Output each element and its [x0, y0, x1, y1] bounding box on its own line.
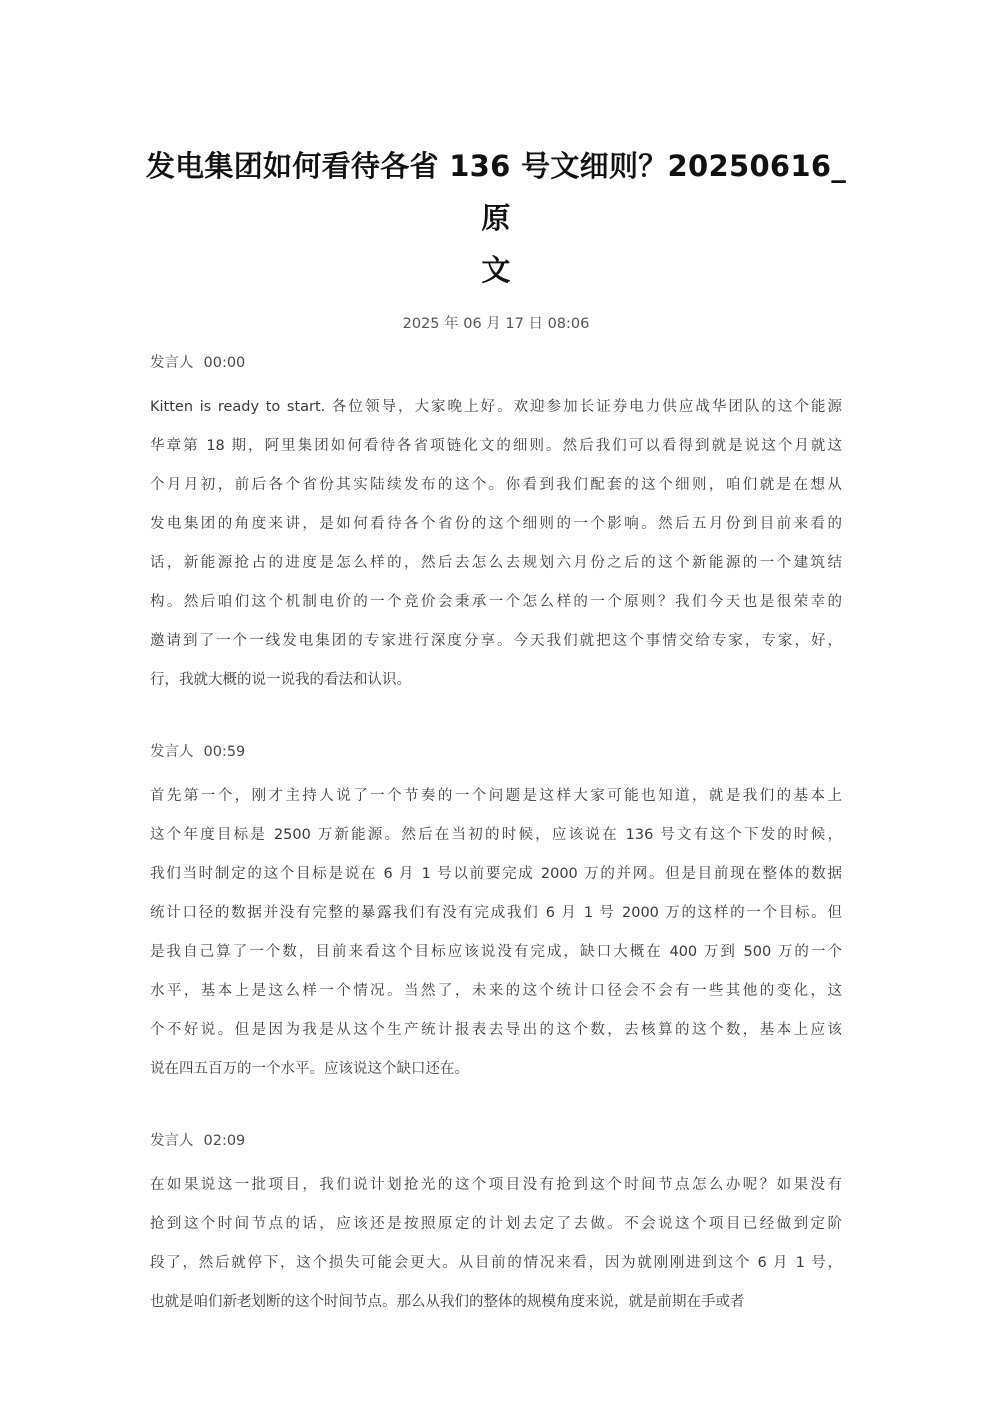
- document-title-line-1: 发电集团如何看待各省 136 号文细则？20250616_原: [145, 149, 847, 235]
- paragraph-line: 个月月初，前后各个省份其实陆续发布的这个。你看到我们配套的这个细则，咱们就是在想从: [150, 477, 842, 493]
- document-title-line-2: 文: [481, 253, 511, 287]
- paragraph-line: 是我自己算了一个数，目前来看这个目标应该说没有完成，缺口大概在 400 万到 500 万的一个: [150, 944, 842, 960]
- paragraph-line: 在如果说这一批项目，我们说计划抢光的这个项目没有抢到这个时间节点怎么办呢？如果没有: [150, 1177, 842, 1193]
- transcript-segments: [150, 349, 842, 1322]
- paragraph-line: 这个年度目标是 2500 万新能源。然后在当初的时候，应该说在 136 号文有这个下发的时候，: [150, 827, 842, 843]
- speaker-name: 发言人: [150, 1133, 194, 1149]
- speaker-timestamp: 02:09: [203, 1133, 246, 1149]
- paragraph-line: 首先第一个，刚才主持人说了一个节奏的一个问题是这样大家可能也知道，就是我们的基本上: [150, 788, 842, 804]
- paragraph-line: 构。然后咱们这个机制电价的一个竞价会秉承一个怎么样的一个原则？我们今天也是很荣幸的: [150, 594, 842, 610]
- paragraph-line: 个不好说。但是因为我是从这个生产统计报表去导出的这个数，去核算的这个数，基本上应该: [150, 1022, 842, 1038]
- speaker-header: [150, 1127, 842, 1155]
- paragraph-line: 我们当时制定的这个目标是说在 6 月 1 号以前要完成 2000 万的并网。但是目前现在整体的数据: [150, 866, 842, 882]
- paragraph-line: 邀请到了一个一线发电集团的专家进行深度分享。今天我们就把这个事情交给专家，专家，好，: [150, 633, 842, 649]
- transcript-paragraph: [150, 1166, 842, 1322]
- speaker-timestamp: 00:00: [203, 355, 246, 371]
- paragraph-line: 说在四五百万的一个水平。应该说这个缺口还在。: [150, 1061, 469, 1077]
- paragraph-line: 发电集团的角度来讲，是如何看待各个省份的这个细则的一个影响。然后五月份到目前来看的: [150, 516, 842, 532]
- document-title: [136, 140, 856, 296]
- paragraph-line: 段了，然后就停下，这个损失可能会更大。从目前的情况来看，因为就刚刚进到这个 6 月 1 号，: [150, 1255, 842, 1271]
- document-date: 2025 年 06 月 17 日 08:06: [402, 316, 590, 332]
- transcript-paragraph: [150, 388, 842, 700]
- paragraph-line: 行，我就大概的说一说我的看法和认识。: [150, 672, 411, 688]
- paragraph-line: 统计口径的数据并没有完整的暴露我们有没有完成我们 6 月 1 号 2000 万的这样的一个目标。但: [150, 905, 842, 921]
- paragraph-line: 水平，基本上是这么样一个情况。当然了，未来的这个统计口径会不会有一些其他的变化，这: [150, 983, 842, 999]
- transcript-paragraph: [150, 777, 842, 1089]
- paragraph-line: 华章第 18 期，阿里集团如何看待各省项链化文的细则。然后我们可以看得到就是说这个月就这: [150, 438, 842, 454]
- paragraph-line: 也就是咱们新老划断的这个时间节点。那么从我们的整体的规模角度来说，就是前期在手或者: [150, 1294, 745, 1310]
- speaker-name: 发言人: [150, 744, 194, 760]
- paragraph-line: 话，新能源抢占的进度是怎么样的，然后去怎么去规划六月份之后的这个新能源的一个建筑结: [150, 555, 842, 571]
- document-page: [145, 140, 847, 1322]
- transcript-segment: [150, 738, 842, 1089]
- speaker-name: 发言人: [150, 355, 194, 371]
- speaker-timestamp: 00:59: [203, 744, 246, 760]
- paragraph-line: Kitten is ready to start. 各位领导，大家晚上好。欢迎参加长证券电力供应战华团队的这个能源: [150, 399, 842, 415]
- transcript-segment: [150, 349, 842, 700]
- transcript-segment: [150, 1127, 842, 1322]
- paragraph-line: 抢到这个时间节点的话，应该还是按照原定的计划去定了去做。不会说这个项目已经做到定阶: [150, 1216, 842, 1232]
- speaker-header: [150, 349, 842, 377]
- speaker-header: [150, 738, 842, 766]
